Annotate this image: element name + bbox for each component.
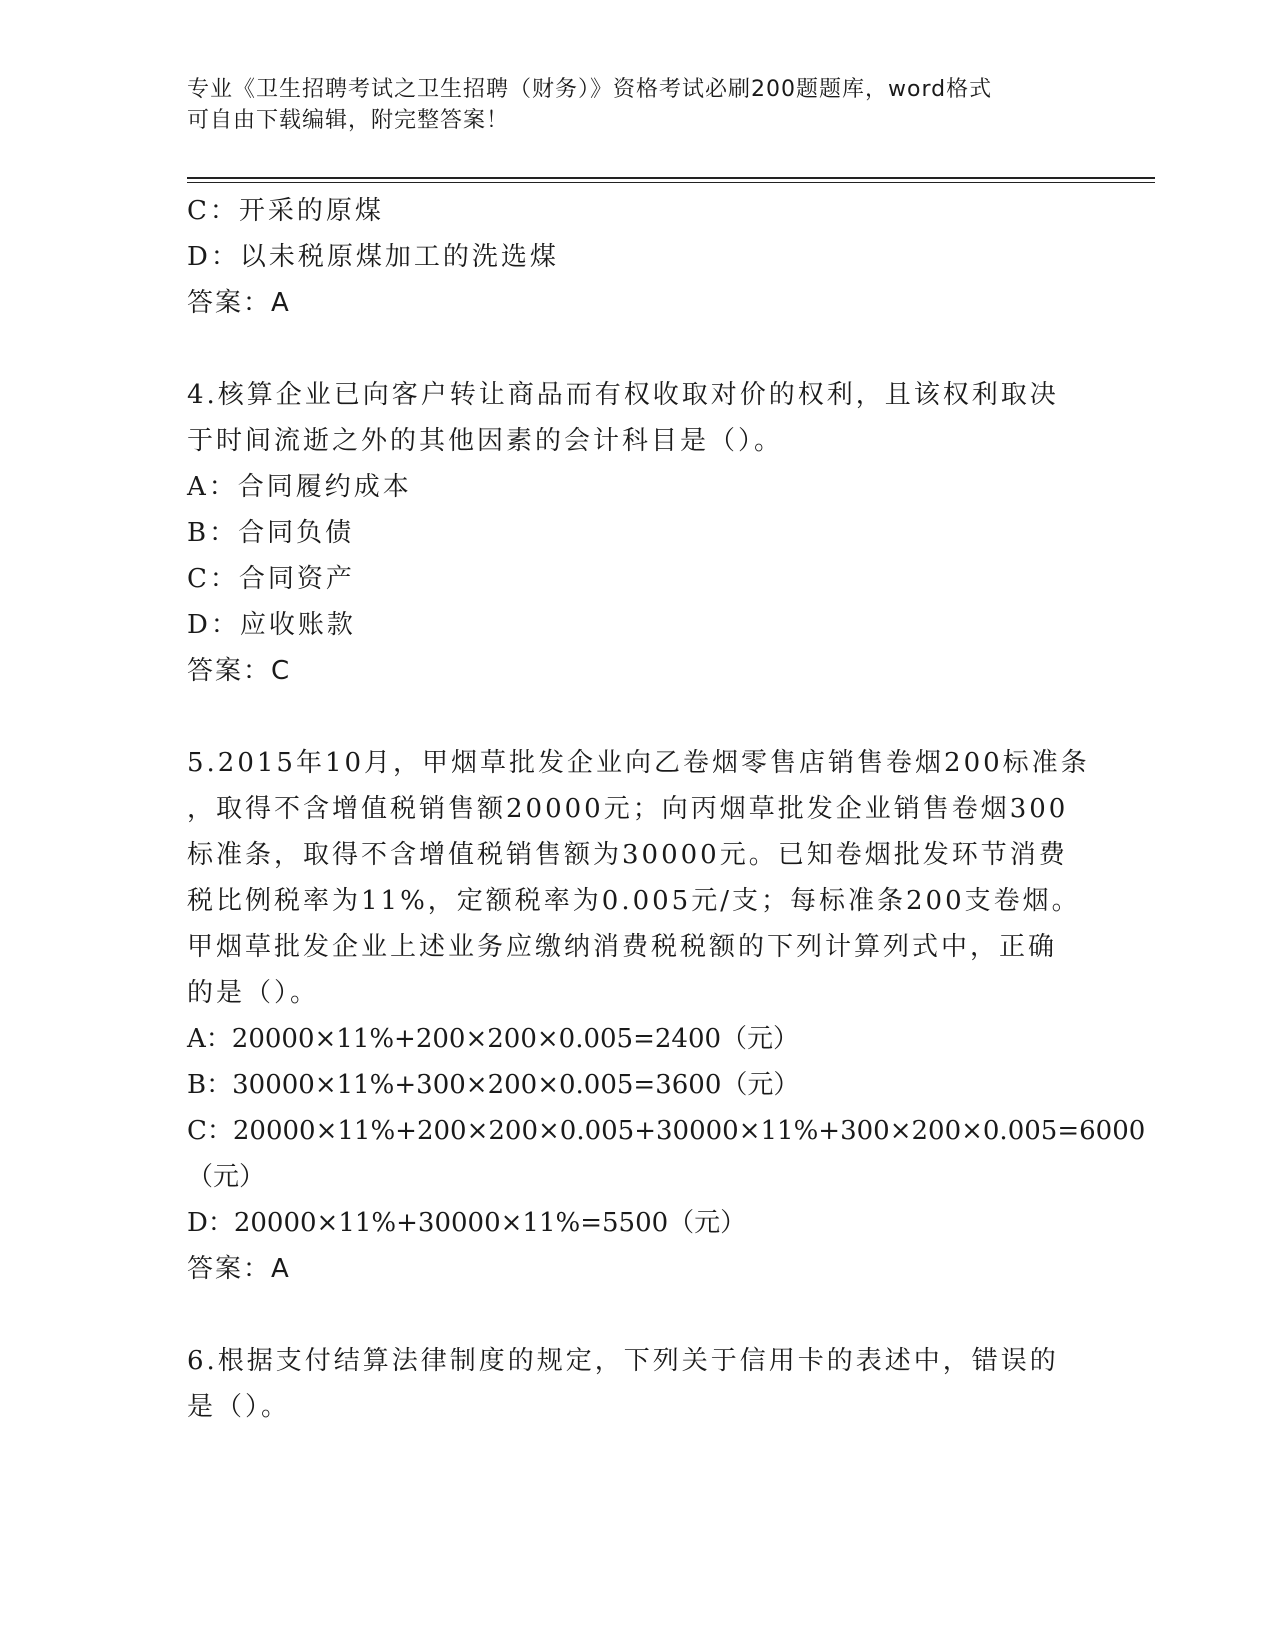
document-header [187,74,1067,136]
q5-option-c-line1: C：20000×11%+200×200×0.005+30000×11%+300×200×0.005=6000 [187,1116,1146,1146]
header-title-line2: 可自由下载编辑，附完整答案！ [187,108,510,133]
q4-option-b: B：合同负债 [187,518,355,548]
q5-stem-line1: 5.2015年10月，甲烟草批发企业向乙卷烟零售店销售卷烟200标准条 [187,748,1090,778]
q4-option-a: A：合同履约成本 [187,472,412,502]
spacer [187,326,1087,372]
q5-option-b: B：30000×11%+300×200×0.005=3600（元） [187,1070,800,1100]
q3-answer: 答案：A [187,288,291,318]
q4-answer: 答案：C [187,656,292,686]
q5-stem-line6: 的是（）。 [187,978,320,1008]
q5-option-c-line2: （元） [187,1162,266,1192]
q4-stem-line1: 4.核算企业已向客户转让商品而有权收取对价的权利，且该权利取决 [187,380,1059,410]
q6-stem-line2: 是（）。 [187,1392,291,1422]
q4-stem-line2: 于时间流逝之外的其他因素的会计科目是（）。 [187,426,784,456]
spacer [187,694,1087,740]
q5-stem-line4: 税比例税率为11%，定额税率为0.005元/支；每标准条200支卷烟。 [187,886,1081,916]
question-content [187,188,1146,1430]
spacer [187,1292,1087,1338]
q5-option-d: D：20000×11%+30000×11%=5500（元） [187,1208,747,1238]
q5-stem-line3: 标准条，取得不含增值税销售额为30000元。已知卷烟批发环节消费 [187,840,1068,870]
question-3-tail [187,188,1087,326]
q3-option-c: C：开采的原煤 [187,196,384,226]
question-5 [187,740,1146,1292]
q5-stem-line2: ，取得不含增值税销售额20000元；向丙烟草批发企业销售卷烟300 [187,794,1069,824]
header-divider-thin [187,182,1155,183]
q5-option-a: A：20000×11%+200×200×0.005=2400（元） [187,1024,800,1054]
q4-option-d: D：应收账款 [187,610,356,640]
q6-stem-line1: 6.根据支付结算法律制度的规定，下列关于信用卡的表述中，错误的 [187,1346,1059,1376]
q5-answer: 答案：A [187,1254,291,1284]
header-title-line1: 专业《卫生招聘考试之卫生招聘（财务）》资格考试必刷200题题库，word格式 [187,77,993,102]
q5-stem-line5: 甲烟草批发企业上述业务应缴纳消费税税额的下列计算列式中，正确 [187,932,1058,962]
q3-option-d: D：以未税原煤加工的洗选煤 [187,242,559,272]
question-6 [187,1338,1087,1430]
q4-option-c: C：合同资产 [187,564,355,594]
header-divider-thick [187,177,1155,179]
question-4 [187,372,1087,694]
